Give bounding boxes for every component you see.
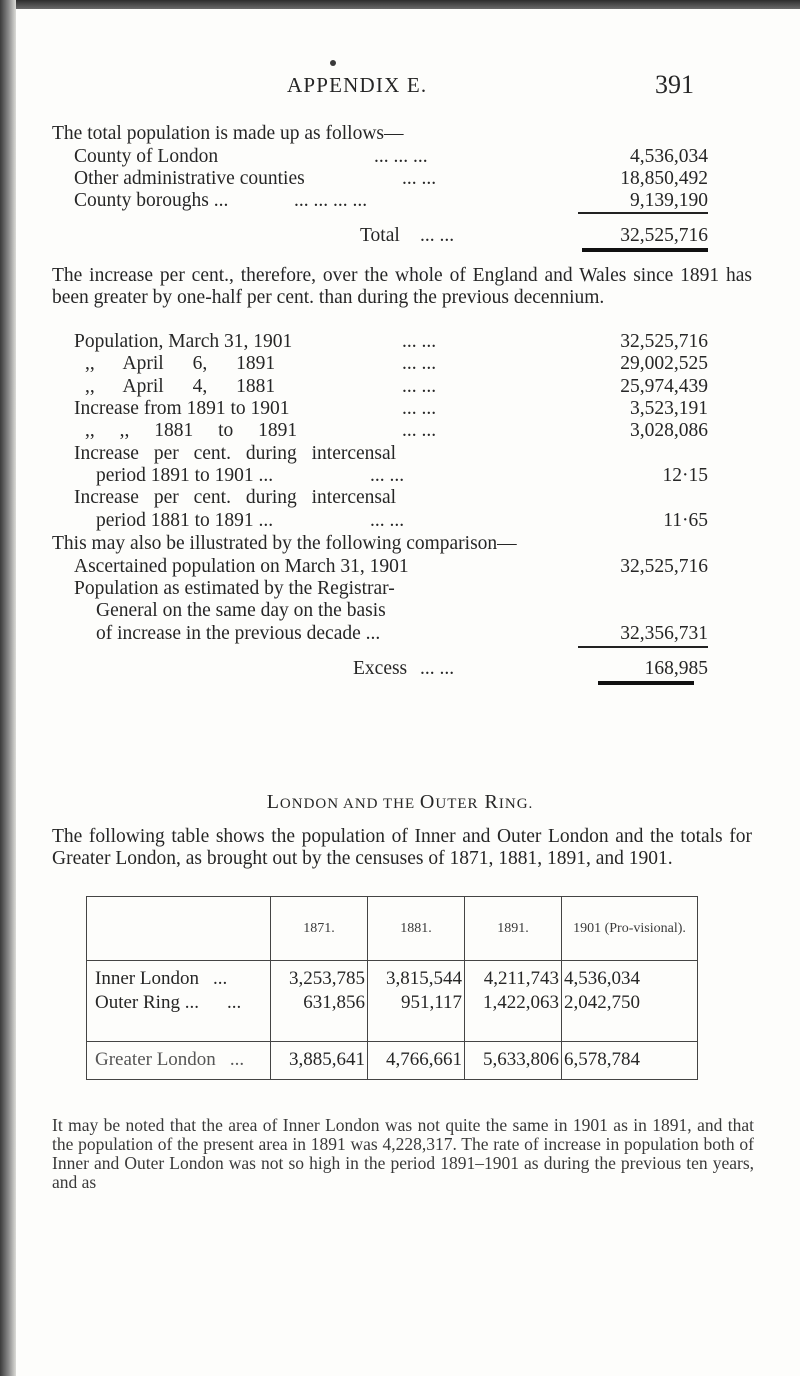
leader-dots: ... ... (402, 420, 437, 441)
table-header-cell: 1881. (368, 897, 465, 961)
table-header-row (87, 897, 698, 961)
table-cell: 3,253,785 631,856 (271, 961, 368, 1042)
leader-dots: ... ... ... ... (294, 190, 368, 211)
comparison-value: 32,525,716 (620, 556, 708, 577)
sum-rule (578, 646, 708, 648)
row-label: County of London (74, 146, 219, 167)
excess-value: 168,985 (644, 658, 708, 679)
total-value: 32,525,716 (620, 225, 708, 246)
table-header-cell: 1871. (271, 897, 368, 961)
comparison-label: General on the same day on the basis (96, 600, 386, 621)
row-value: 25,974,439 (620, 376, 708, 397)
leader-dots: ... ... (402, 398, 437, 419)
table-header-cell (87, 897, 271, 961)
paragraph: It may be noted that the area of Inner London was not quite the same in 1901 as in 1891, and that the population of the present area in 1891 was 4,228,317. The rate of increase in population both of Inner and Outer London was not so high in the period 1891–1901 as during the previous ten years, and as (52, 1115, 754, 1192)
comparison-label: Ascertained population on March 31, 1901 (74, 556, 409, 577)
row-label: Population, March 31, 1901 (74, 331, 293, 352)
leader-dots: ... ... (402, 331, 437, 352)
table-cell: 4,536,034 2,042,750 (562, 961, 698, 1042)
paragraph: This may also be illustrated by the following comparison— (52, 533, 517, 554)
intro-line: The total population is made up as follows— (52, 123, 404, 144)
comparison-label: Population as estimated by the Registrar- (74, 578, 395, 599)
row-label: Greater London (95, 1049, 216, 1070)
pct-value: 12·15 (662, 465, 708, 486)
leader-dots: ... ... (420, 225, 455, 246)
leader-dots: ... ... ... (374, 146, 428, 167)
leader-dots: ... (229, 1049, 245, 1070)
table-row (87, 961, 698, 1042)
table-cell: 4,211,743 1,422,063 (465, 961, 562, 1042)
total-rule (582, 248, 708, 252)
pct-label: Increase per cent. during intercensal (74, 487, 397, 508)
pct-label: period 1891 to 1901 ... (96, 465, 274, 486)
running-header: APPENDIX E. (287, 73, 428, 97)
page-number: 391 (655, 70, 694, 99)
pct-label: period 1881 to 1891 ... (96, 510, 274, 531)
excess-label: Excess (353, 658, 408, 679)
pct-value: 11·65 (663, 510, 708, 531)
row-label: Inner London (95, 968, 199, 989)
row-value: 4,536,034 (630, 146, 708, 167)
pct-label: Increase per cent. during intercensal (74, 443, 397, 464)
table-cell: 6,578,784 (562, 1042, 698, 1080)
leader-dots: ... ... (370, 510, 405, 531)
total-label: Total (360, 225, 400, 246)
row-label: Other administrative counties (74, 168, 305, 189)
paragraph: The increase per cent., therefore, over the whole of England and Wales since 1891 has been greater by one-half per cent. than during the previous decennium. (52, 265, 752, 308)
table-cell: 5,633,806 (465, 1042, 562, 1080)
table-cell (87, 1042, 271, 1080)
table-row (87, 1042, 698, 1080)
total-rule (598, 681, 694, 685)
table-header-cell: 1891. (465, 897, 562, 961)
row-label: ,, April 6, 1891 (85, 353, 276, 374)
sum-rule (578, 212, 708, 214)
comparison-value: 32,356,731 (620, 623, 708, 644)
row-value: 18,850,492 (620, 168, 708, 189)
comparison-label: of increase in the previous decade ... (96, 623, 381, 644)
row-label: Outer Ring ... (95, 992, 199, 1013)
row-label: ,, ,, 1881 to 1891 (85, 420, 298, 441)
leader-dots: ... ... (402, 353, 437, 374)
row-value: 29,002,525 (620, 353, 708, 374)
row-value: 3,523,191 (630, 398, 708, 419)
population-table (86, 896, 698, 1080)
section-heading: LONDON AND THE OUTER RING. (266, 791, 534, 813)
row-value: 3,028,086 (630, 420, 708, 441)
paragraph: The following table shows the population of Inner and Outer London and the totals for Greater London, as brought out by the censuses of 1871, 1881, 1891, and 1901. (52, 826, 752, 869)
table-cell: 3,885,641 (271, 1042, 368, 1080)
page-binding-shadow (0, 0, 16, 1376)
table-cell: 4,766,661 (368, 1042, 465, 1080)
table-header-cell: 1901 (Pro-visional). (562, 897, 698, 961)
leader-dots: ... ... (402, 376, 437, 397)
row-label: Increase from 1891 to 1901 (74, 398, 290, 419)
table-cell: 3,815,544 951,117 (368, 961, 465, 1042)
leader-dots: ... ... (402, 168, 437, 189)
leader-dots: ... ... (420, 658, 455, 679)
leader-dots: ... (226, 992, 242, 1013)
leader-dots: ... ... (370, 465, 405, 486)
row-value: 9,139,190 (630, 190, 708, 211)
row-label: ,, April 4, 1881 (85, 376, 276, 397)
page-edge-shadow (0, 0, 800, 9)
row-label: County boroughs ... (74, 190, 229, 211)
ink-dot (330, 60, 336, 66)
leader-dots: ... (212, 968, 228, 989)
table-cell (87, 961, 271, 1042)
row-value: 32,525,716 (620, 331, 708, 352)
